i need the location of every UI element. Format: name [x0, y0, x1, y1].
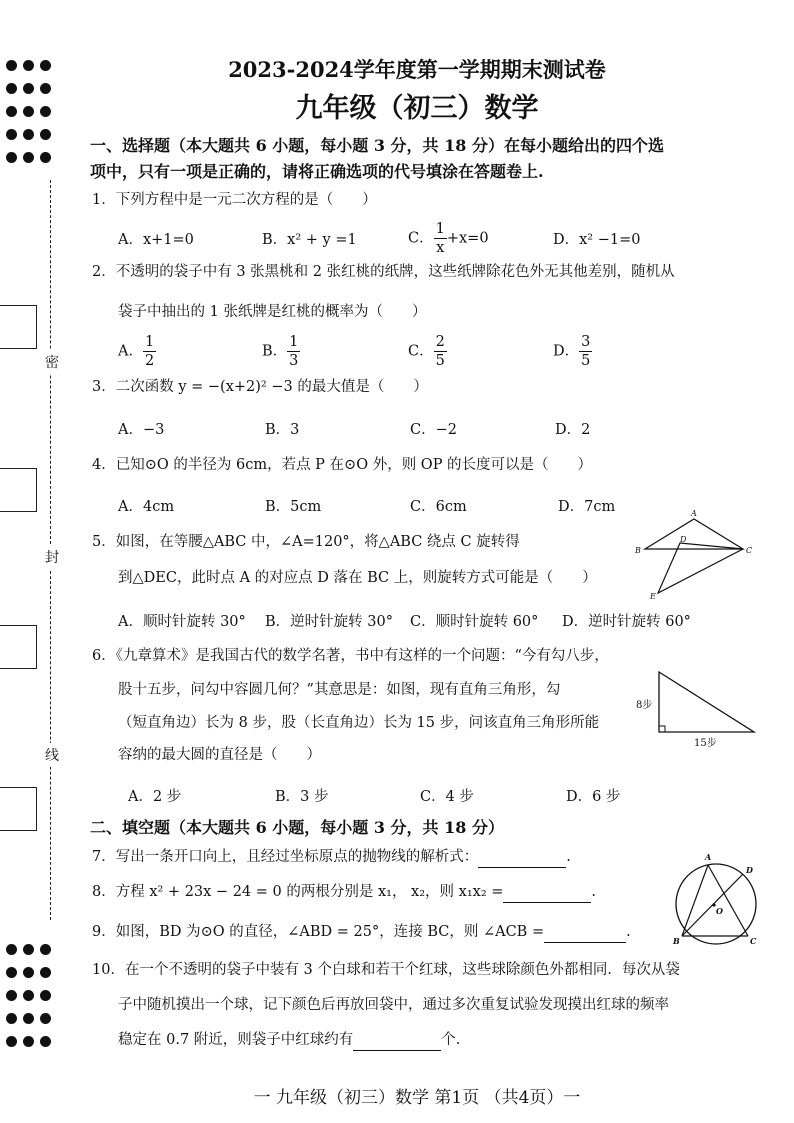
q9-label-d: D — [746, 865, 753, 875]
q2-b-den: 3 — [289, 353, 299, 369]
q6-right-triangle — [659, 672, 754, 732]
q1-c-num: 1 — [435, 221, 445, 237]
q6-option-d[interactable]: D．6 步 — [566, 789, 621, 805]
q2-line2: 袋子中抽出的 1 张纸牌是红桃的概率为（ ） — [118, 304, 427, 320]
q9-text: 9．如图，BD 为⊙O 的直径，∠ABD = 25°，连接 BC，则 ∠ACB = — [92, 924, 545, 940]
q2-a-label: A． — [118, 343, 143, 360]
q10-line3 — [118, 1030, 460, 1051]
info-box-2[interactable] — [0, 468, 37, 512]
q5-option-b[interactable]: B．逆时针旋转 30° — [265, 614, 393, 630]
q6-line4: 容纳的最大圆的直径是（ ） — [118, 747, 321, 763]
q6-line1: 6．《九章算术》是我国古代的数学名著，书中有这样的一个问题：“今有勾八步， — [92, 648, 609, 664]
q5-label-a: A — [691, 509, 697, 518]
page-footer: 一 九年级（初三）数学 第1页 （共4页）一 — [253, 1088, 581, 1108]
q8-answer-blank[interactable] — [503, 882, 591, 903]
q5-figure — [630, 505, 760, 600]
q6-figure — [632, 660, 762, 752]
q1-c-suffix: +x=0 — [446, 230, 489, 247]
q2-option-c[interactable] — [408, 333, 447, 370]
q1-option-a[interactable]: A．x+1=0 — [118, 232, 194, 248]
q4-option-c[interactable]: C．6cm — [410, 499, 467, 515]
q5-line2: 到△DEC，此时点 A 的对应点 D 落在 BC 上，则旋转方式可能是（ ） — [118, 570, 597, 586]
q10-text: 稳定在 0.7 附近，则袋子中红球约有 — [118, 1032, 354, 1048]
q6-option-a[interactable]: A．2 步 — [128, 789, 182, 805]
section1-heading-line2: 项中，只有一项是正确的，请将正确选项的代号填涂在答题卷上. — [90, 162, 544, 181]
q2-a-den: 2 — [144, 353, 155, 369]
q10-answer-blank[interactable] — [353, 1030, 441, 1051]
q4-option-a[interactable]: A．4cm — [118, 499, 175, 515]
exam-subtitle: 九年级（初三）数学 — [295, 93, 539, 124]
q4-stem: 4．已知⊙O 的半径为 6cm，若点 P 在⊙O 外，则 OP 的长度可以是（ ） — [92, 457, 593, 473]
q6-line2: 股十五步，问勾中容圆几何？”其意思是：如图，现有直角三角形，勾 — [118, 682, 561, 698]
q10-line1: 10．在一个不透明的袋子中装有 3 个白球和若干个红球，这些球除颜色外都相同．每次从袋 — [92, 962, 680, 978]
q5-option-a[interactable]: A．顺时针旋转 30° — [118, 614, 246, 630]
q10-line2: 子中随机摸出一个球，记下颜色后再放回袋中，通过多次重复试验发现摸出红球的频率 — [118, 997, 669, 1013]
q1-option-d[interactable]: D．x² −1=0 — [553, 232, 641, 248]
q5-label-c: C — [746, 546, 753, 555]
q1-c-den: x — [436, 240, 445, 256]
q9-figure — [664, 848, 764, 948]
q2-b-num: 1 — [289, 334, 299, 350]
q8-text: 8．方程 x² + 23x − 24 = 0 的两根分别是 x₁， x₂，则 x₁x₂ = — [92, 884, 504, 900]
q1-stem: 1．下列方程中是一元二次方程的是（ ） — [92, 192, 377, 208]
q10-end: 个. — [441, 1032, 461, 1048]
q9-label-o: O — [716, 906, 723, 916]
binding-dots-bottom — [6, 940, 57, 1055]
q9-label-b: B — [673, 936, 680, 946]
q6-option-b[interactable]: B．3 步 — [275, 789, 329, 805]
binding-char-mi: 密 — [45, 350, 59, 374]
info-box-1[interactable] — [0, 305, 37, 349]
info-box-3[interactable] — [0, 625, 37, 669]
q7-answer-blank[interactable] — [478, 847, 566, 868]
q9-circle-o — [676, 864, 756, 944]
q2-option-d[interactable] — [553, 333, 592, 370]
q9-answer-blank[interactable] — [544, 922, 626, 943]
q3-option-d[interactable]: D．2 — [555, 422, 591, 438]
q3-option-c[interactable]: C．−2 — [410, 422, 457, 438]
q2-a-num: 1 — [144, 334, 155, 350]
q4-option-b[interactable]: B．5cm — [265, 499, 322, 515]
q5-label-d: D — [680, 535, 687, 544]
q2-c-den: 5 — [435, 353, 445, 369]
q5-line1: 5．如图，在等腰△ABC 中，∠A=120°，将△ABC 绕点 C 旋转得 — [92, 534, 520, 550]
q3-stem: 3．二次函数 y = −(x+2)² −3 的最大值是（ ） — [92, 379, 428, 395]
q6-side-8: 8步 — [636, 700, 653, 711]
q2-d-den: 5 — [581, 353, 591, 369]
section1-heading-line1: 一、选择题（本大题共 6 小题，每小题 3 分，共 18 分）在每小题给出的四个选 — [90, 136, 664, 155]
exam-title: 2023-2024学年度第一学期期末测试卷 — [228, 57, 606, 82]
q2-d-label: D． — [553, 343, 580, 360]
q1-c-label: C． — [408, 230, 434, 247]
info-box-4[interactable] — [0, 787, 37, 831]
q3-option-b[interactable]: B．3 — [265, 422, 300, 438]
q4-option-d[interactable]: D．7cm — [558, 499, 616, 515]
q9-end: . — [626, 924, 631, 940]
q5-triangle-dec — [658, 543, 743, 593]
q2-line1: 2．不透明的袋子中有 3 张黑桃和 2 张红桃的纸牌，这些纸牌除花色外无其他差别，随机从 — [92, 264, 675, 280]
q9-label-a: A — [705, 852, 712, 862]
q1-option-c[interactable] — [408, 220, 489, 257]
q2-c-label: C． — [408, 343, 434, 360]
q2-option-a[interactable] — [118, 333, 156, 370]
q2-option-b[interactable] — [262, 333, 300, 370]
binding-char-feng: 封 — [45, 545, 59, 569]
q9-stem — [92, 922, 631, 943]
q5-label-b: B — [635, 546, 641, 555]
q9-label-c: C — [750, 936, 757, 946]
q3-option-a[interactable]: A．−3 — [118, 422, 165, 438]
q8-end: . — [591, 884, 596, 900]
q6-side-15: 15步 — [694, 738, 717, 749]
q5-option-d[interactable]: D．逆时针旋转 60° — [562, 614, 691, 630]
q5-option-c[interactable]: C．顺时针旋转 60° — [410, 614, 539, 630]
binding-char-xian: 线 — [45, 743, 59, 767]
q1-option-b[interactable]: B．x² + y =1 — [262, 232, 357, 248]
q6-option-c[interactable]: C．4 步 — [420, 789, 474, 805]
q9-segment-ab — [682, 865, 708, 936]
q2-c-num: 2 — [435, 334, 445, 350]
q6-line3: （短直角边）长为 8 步，股（长直角边）长为 15 步，问该直角三角形所能 — [118, 715, 600, 731]
q7-text: 7．写出一条开口向上，且经过坐标原点的抛物线的解析式： — [92, 849, 479, 865]
q2-d-num: 3 — [581, 334, 591, 350]
q5-label-e: E — [650, 592, 656, 600]
q6-right-angle-mark — [659, 726, 665, 732]
q8-stem — [92, 882, 596, 903]
section2-heading: 二、填空题（本大题共 6 小题，每小题 3 分，共 18 分） — [90, 818, 504, 837]
q7-end: . — [566, 849, 571, 865]
q7-stem — [92, 847, 571, 868]
q2-b-label: B． — [262, 343, 288, 360]
